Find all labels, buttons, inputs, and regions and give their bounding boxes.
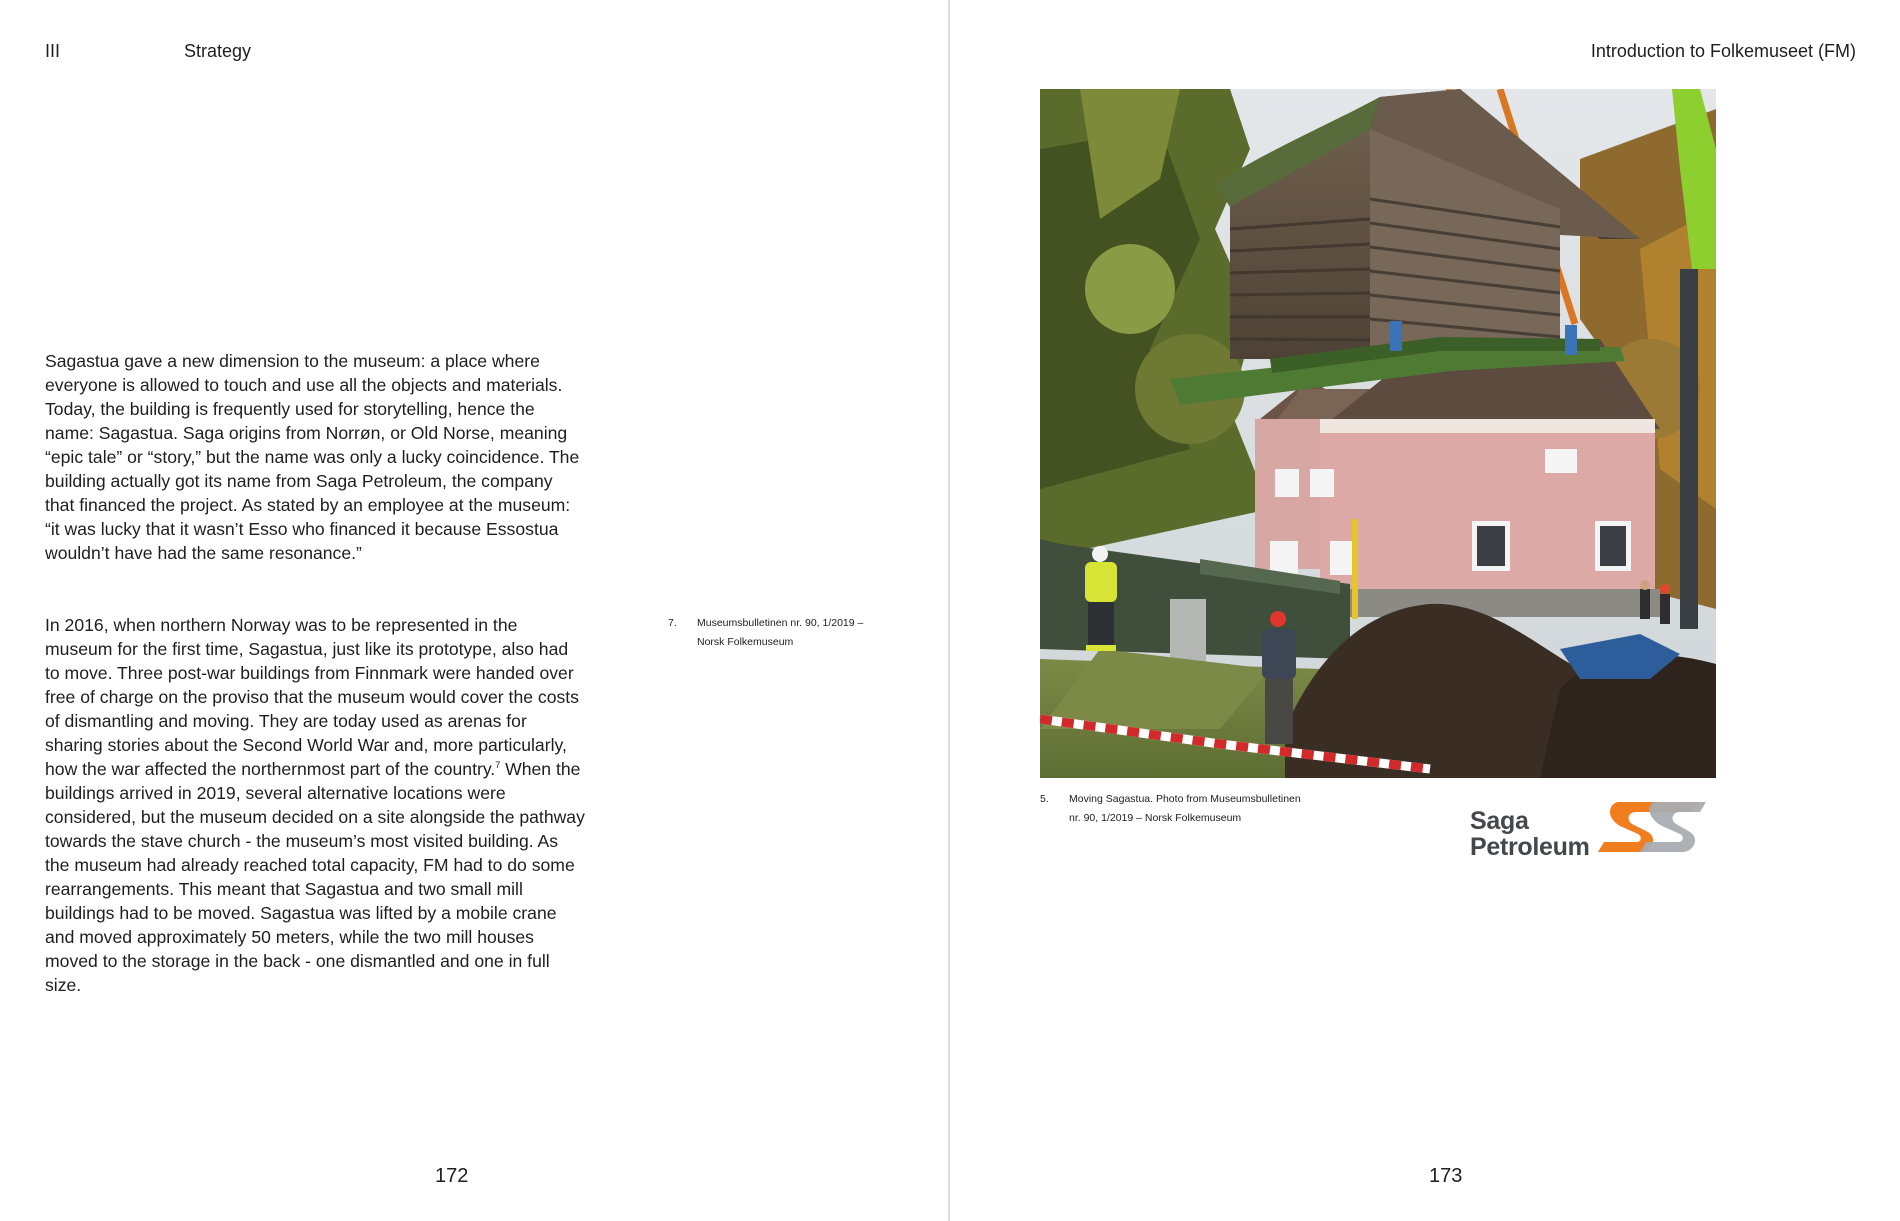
figure-caption-text: Moving Sagastua. Photo from Museumsbulletinen nr. 90, 1/2019 – Norsk Folkemuseum — [1069, 793, 1301, 824]
logo-line-2: Petroleum — [1470, 833, 1590, 861]
paragraph-2-part-1: In 2016, when northern Norway was to be represented in the museum for the first time, Sagastua, just like its prototype, also had to move. Three post-war buildings from Finnmark were handed over free of charge on the proviso that the museum would cover the costs of dismantling and moving. They are today used as arenas for sharing stories about the Second World War and, more particularly, how the war affected the northernmost part of the country. — [45, 615, 579, 779]
left-page — [0, 0, 948, 1221]
logo-wordmark — [1470, 808, 1590, 860]
figure-caption — [1040, 790, 1360, 828]
body-paragraph-1: Sagastua gave a new dimension to the museum: a place where everyone is allowed to touch and use all the objects and materials. Today, the building is frequently used for storytelling, hence the name: Sagastua. Saga origins from Norrøn, or Old Norse, meaning “epic tale” or “story,” but the name was only a lucky coincidence. The building actually got its name from Saga Petroleum, the company that financed the project. As stated by an employee at the museum: “it was lucky that it wasn’t Esso who financed it because Essostua wouldn’t have had the same resonance.” — [45, 351, 580, 563]
footnote-reference[interactable]: 7 — [495, 760, 501, 771]
footnote-text: Museumsbulletinen nr. 90, 1/2019 – Norsk Folkemuseum — [697, 617, 864, 648]
section-number: III — [45, 41, 61, 61]
sagastua-photo — [1040, 89, 1716, 778]
saga-s-mark-icon — [1596, 798, 1708, 856]
footnote — [668, 614, 868, 652]
section-title: Strategy — [184, 41, 252, 61]
saga-petroleum-logo — [1470, 798, 1710, 860]
footnote-number: 7. — [668, 617, 677, 629]
body-paragraph-2 — [45, 613, 585, 997]
running-title: Introduction to Folkemuseet (FM) — [1590, 41, 1856, 61]
page-number-right: 173 — [1429, 1165, 1463, 1187]
figure-number: 5. — [1040, 793, 1049, 805]
paragraph-2-part-2: When the buildings arrived in 2019, several alternative locations were considered, but the museum decided on a site alongside the pathway towards the stave church - the museum’s most visited building. As the museum had already reached total capacity, FM had to do some rearrangements. This meant that Sagastua and two small mill buildings had to be moved. Sagastua was lifted by a mobile crane and moved approximately 50 meters, while the two mill houses moved to the storage in the back - one dismantled and one in full size. — [45, 759, 585, 995]
logo-line-1: Saga — [1470, 807, 1529, 835]
page-number-left: 172 — [435, 1165, 469, 1187]
